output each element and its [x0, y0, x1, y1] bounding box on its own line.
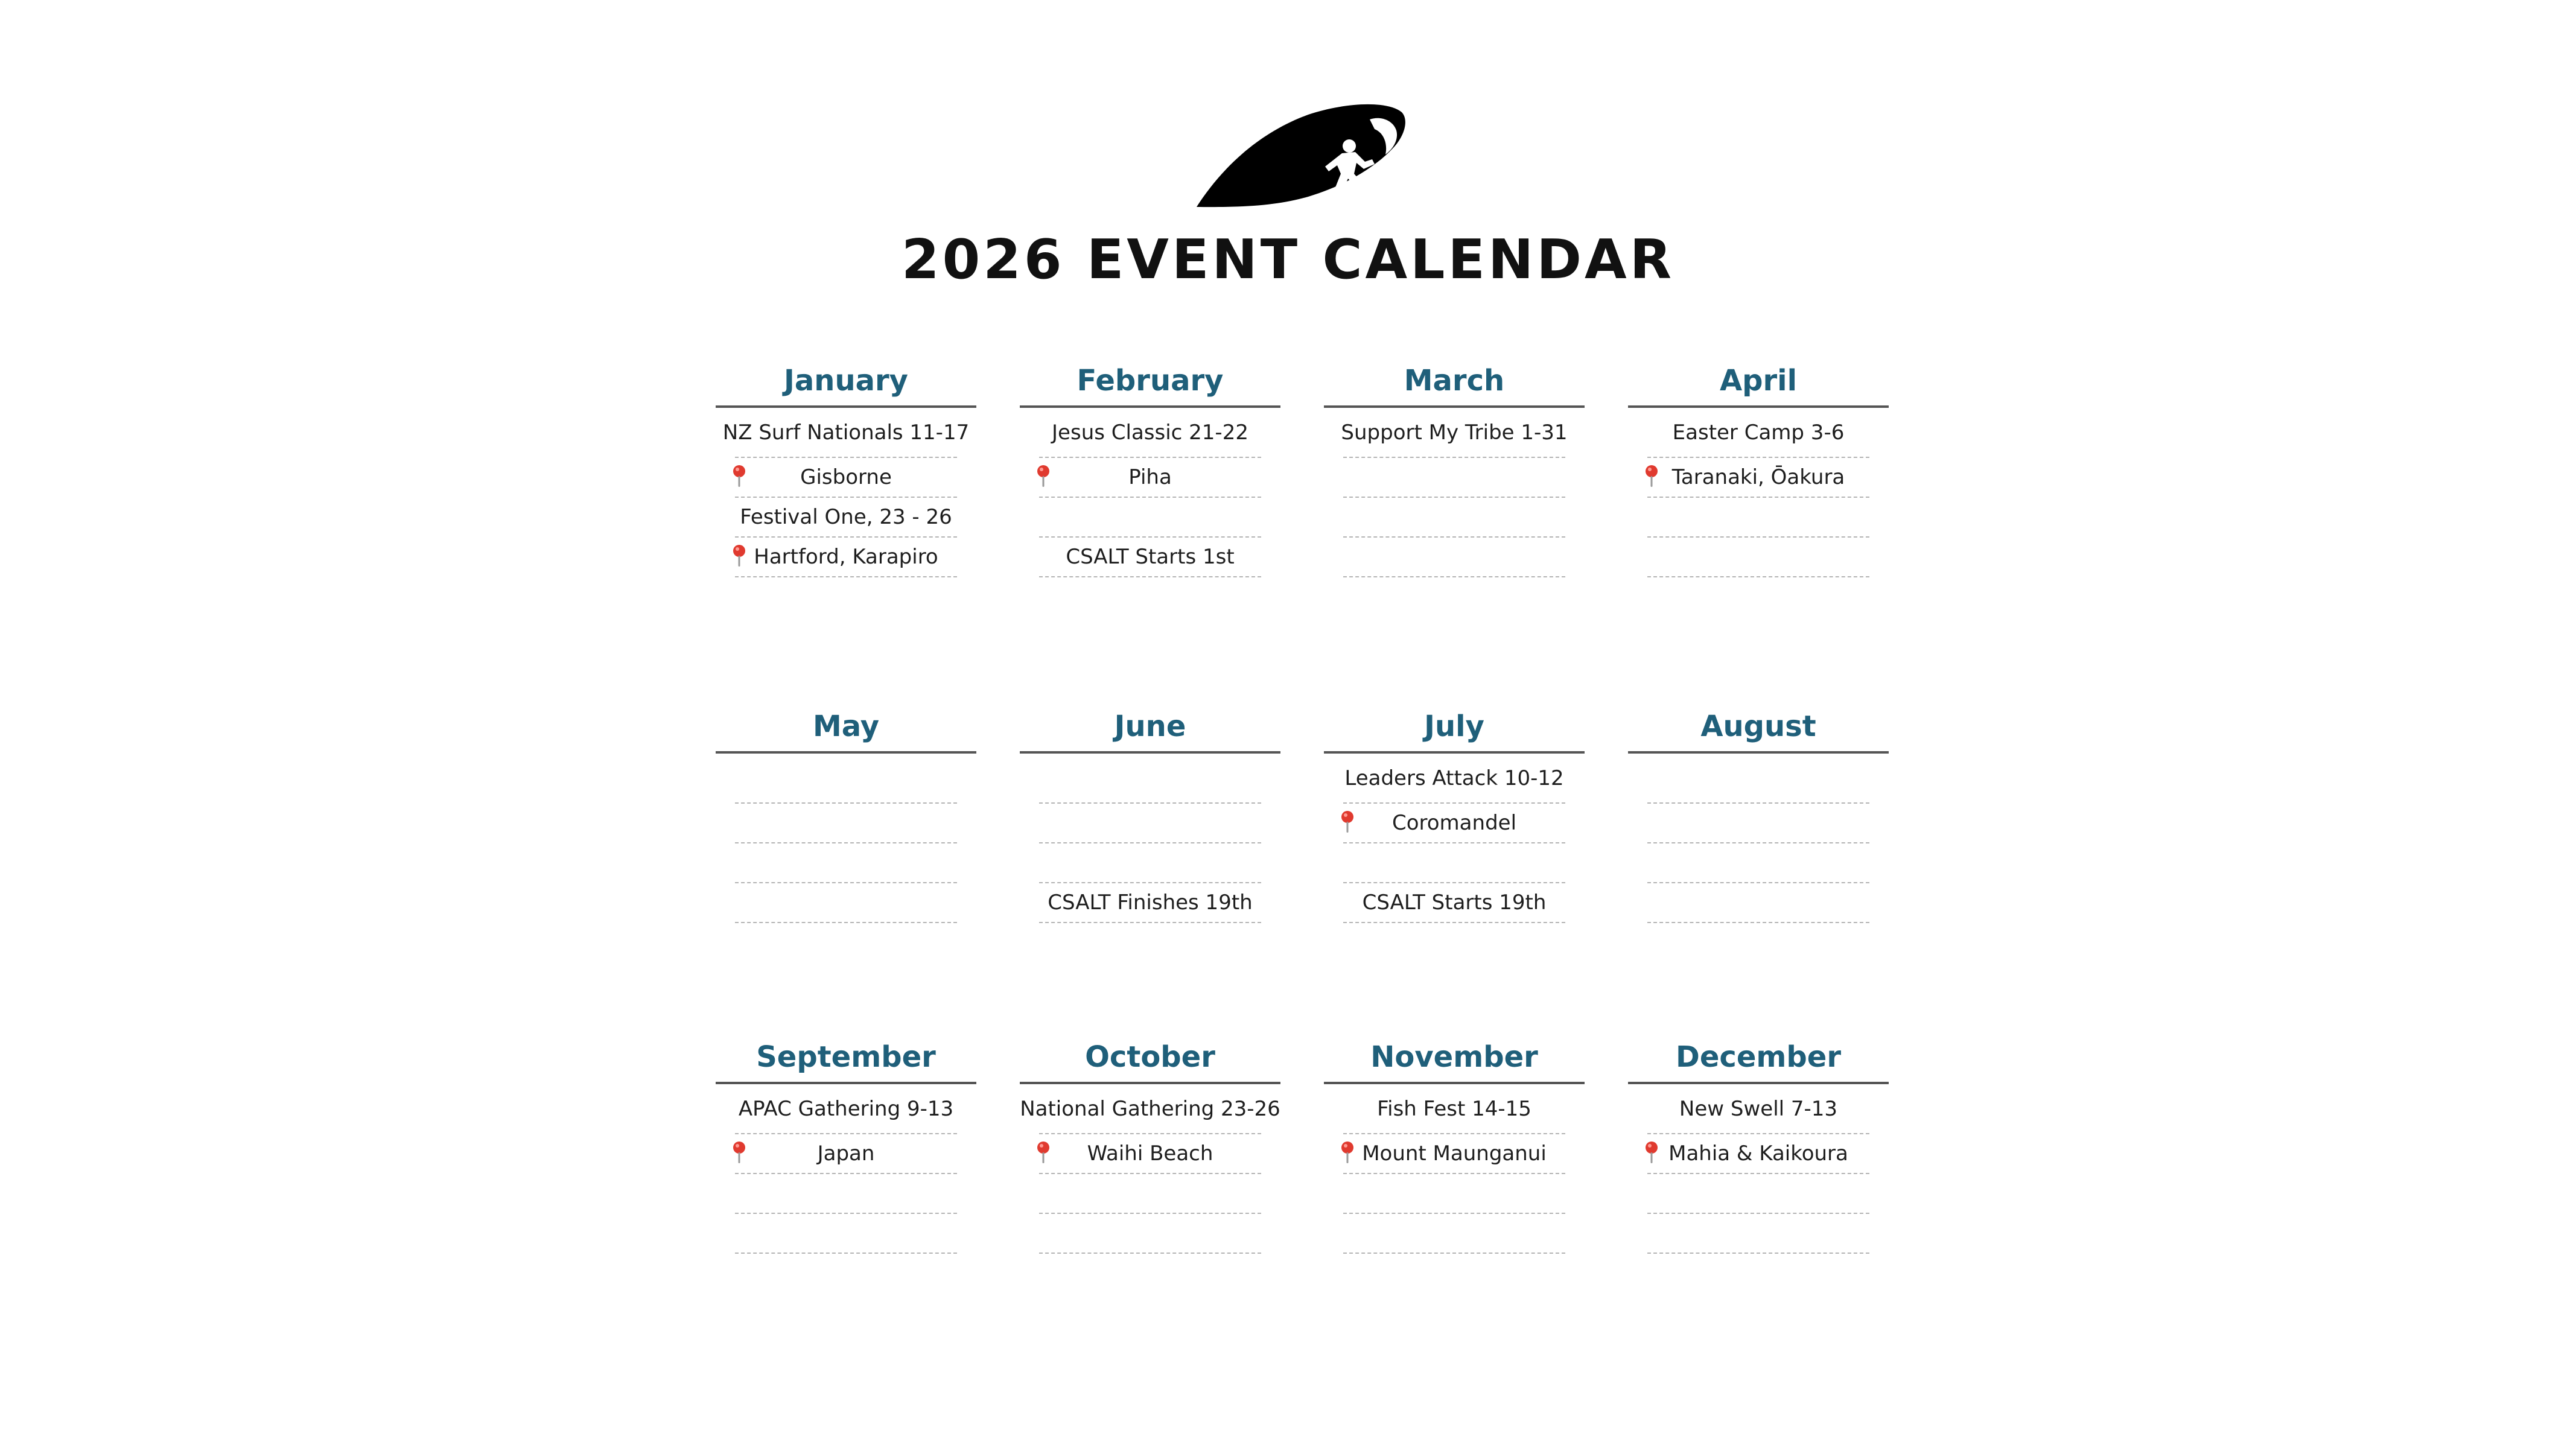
page-title: 2026 EVENT CALENDAR: [902, 228, 1674, 291]
event-title: APAC Gathering 9-13: [738, 1096, 954, 1121]
event-location: Japan: [817, 1142, 875, 1166]
event-location: Coromandel: [1391, 811, 1517, 835]
event-title: NZ Surf Nationals 11-17: [722, 420, 970, 445]
event-line: [1343, 458, 1565, 498]
event-line: [1647, 754, 1869, 804]
event-line: [722, 408, 970, 458]
location-pin-icon: [1340, 810, 1355, 834]
month-august: [1628, 702, 1889, 923]
event-line: [1020, 1084, 1280, 1134]
event-lines: [1343, 1084, 1565, 1254]
event-title: CSALT Finishes 19th: [1048, 891, 1253, 915]
event-line: [1647, 498, 1869, 538]
location-pin-icon: [1644, 1140, 1659, 1164]
event-line: [1343, 883, 1565, 923]
event-title: Jesus Classic 21-22: [1052, 420, 1248, 445]
event-lines: [1647, 408, 1869, 577]
month-february: [1020, 356, 1280, 577]
event-location: Hartford, Karapiro: [754, 545, 938, 569]
event-lines: [735, 754, 957, 923]
event-line: [1039, 408, 1261, 458]
event-line: [735, 1214, 957, 1254]
event-lines: [1039, 754, 1261, 923]
event-location: Taranaki, Ōakura: [1671, 465, 1845, 489]
event-line: [735, 498, 957, 538]
event-line: [1343, 843, 1565, 883]
event-title: Fish Fest 14-15: [1377, 1096, 1531, 1121]
event-line: [1343, 1214, 1565, 1254]
event-line: [1039, 498, 1261, 538]
event-line: [735, 538, 957, 577]
event-title: CSALT Starts 1st: [1066, 545, 1235, 569]
location-pin-icon: [1340, 1140, 1355, 1164]
event-line: [735, 754, 957, 804]
month-heading: April: [1719, 364, 1798, 398]
event-line: [735, 804, 957, 843]
event-line: [1343, 538, 1565, 577]
event-line: [735, 1084, 957, 1134]
event-line: [1647, 1084, 1869, 1134]
event-title: CSALT Starts 19th: [1362, 891, 1547, 915]
event-line: [1647, 538, 1869, 577]
location-pin-icon: [731, 544, 747, 568]
month-july: [1324, 702, 1585, 923]
month-heading: July: [1424, 710, 1484, 743]
month-october: [1020, 1032, 1280, 1254]
event-title: Leaders Attack 10-12: [1344, 766, 1564, 790]
event-line: [1341, 408, 1568, 458]
event-line: [1039, 804, 1261, 843]
event-line: [1039, 754, 1261, 804]
event-location: Piha: [1128, 465, 1172, 489]
event-location: Mount Maunganui: [1362, 1142, 1547, 1166]
location-pin-icon: [1035, 1140, 1051, 1164]
month-january: [716, 356, 976, 577]
event-location: Gisborne: [800, 465, 892, 489]
event-lines: [1647, 1084, 1869, 1254]
month-november: [1324, 1032, 1585, 1254]
event-lines: [1647, 754, 1869, 923]
month-june: [1020, 702, 1280, 923]
event-line: [735, 458, 957, 498]
event-location: Waihi Beach: [1087, 1142, 1213, 1166]
event-title: National Gathering 23-26: [1020, 1096, 1280, 1121]
event-line: [1343, 754, 1565, 804]
event-title: New Swell 7-13: [1679, 1096, 1838, 1121]
event-line: [1343, 804, 1565, 843]
event-line: [1647, 1214, 1869, 1254]
event-title: Support My Tribe 1-31: [1341, 420, 1568, 445]
event-line: [1647, 883, 1869, 923]
event-line: [1039, 1134, 1261, 1174]
event-line: [1647, 408, 1869, 458]
event-line: [1039, 1214, 1261, 1254]
month-heading: September: [756, 1040, 936, 1074]
event-line: [1343, 498, 1565, 538]
event-line: [1039, 1174, 1261, 1214]
event-location: Mahia & Kaikoura: [1668, 1142, 1848, 1166]
month-heading: February: [1077, 364, 1224, 398]
event-title: Easter Camp 3-6: [1672, 420, 1845, 445]
surfer-on-wave-logo: [1194, 101, 1407, 210]
event-title: Festival One, 23 - 26: [740, 505, 952, 529]
event-line: [1647, 1134, 1869, 1174]
month-heading: June: [1114, 710, 1186, 743]
event-line: [1647, 804, 1869, 843]
month-heading: August: [1700, 710, 1816, 743]
event-line: [735, 843, 957, 883]
month-december: [1628, 1032, 1889, 1254]
location-pin-icon: [731, 1140, 747, 1164]
month-heading: March: [1404, 364, 1505, 398]
month-heading: December: [1675, 1040, 1841, 1074]
location-pin-icon: [731, 464, 747, 488]
event-line: [1039, 458, 1261, 498]
event-lines: [1343, 754, 1565, 923]
event-line: [735, 1174, 957, 1214]
event-line: [1343, 1174, 1565, 1214]
month-may: [716, 702, 976, 923]
month-heading: May: [813, 710, 879, 743]
month-heading: October: [1085, 1040, 1215, 1074]
event-line: [735, 1134, 957, 1174]
event-lines: [735, 1084, 957, 1254]
month-september: [716, 1032, 976, 1254]
event-line: [1647, 458, 1869, 498]
month-march: [1324, 356, 1585, 577]
month-heading: January: [784, 364, 908, 398]
event-line: [1039, 538, 1261, 577]
event-line: [1343, 1134, 1565, 1174]
location-pin-icon: [1035, 464, 1051, 488]
event-lines: [722, 408, 970, 577]
event-line: [1647, 843, 1869, 883]
location-pin-icon: [1644, 464, 1659, 488]
month-heading: November: [1370, 1040, 1538, 1074]
event-lines: [1020, 1084, 1280, 1254]
event-line: [1039, 883, 1261, 923]
month-april: [1628, 356, 1889, 577]
event-lines: [1039, 408, 1261, 577]
event-lines: [1341, 408, 1568, 577]
event-line: [1039, 843, 1261, 883]
event-line: [1343, 1084, 1565, 1134]
event-line: [735, 883, 957, 923]
event-line: [1647, 1174, 1869, 1214]
